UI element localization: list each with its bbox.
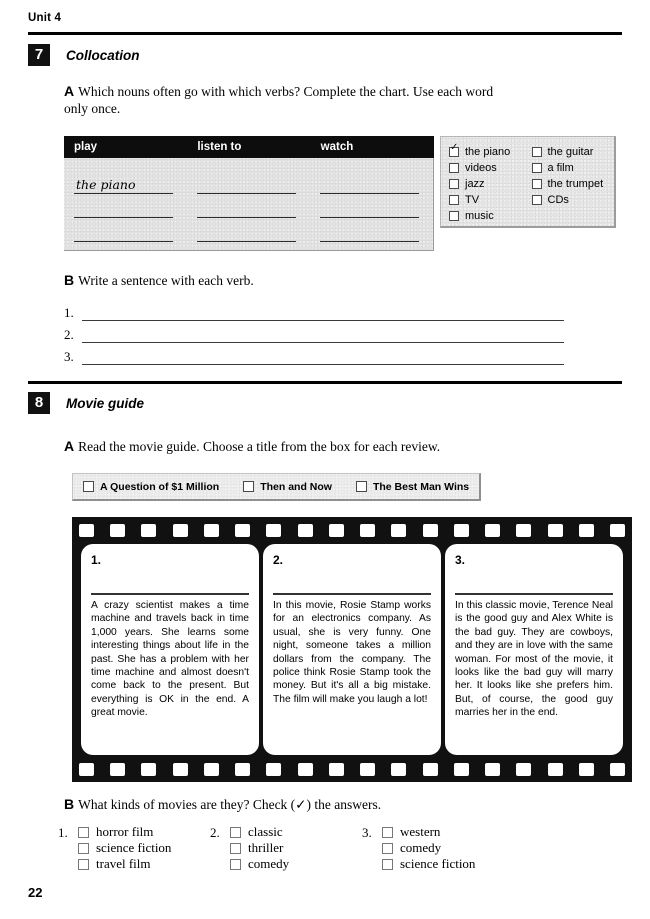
sprocket-hole-icon [173,763,188,776]
section-divider [28,381,622,384]
film-strip [72,517,632,782]
checkbox-icon[interactable] [83,481,94,492]
sprocket-hole-icon [360,763,375,776]
group-number: 2. [210,825,220,840]
review-frame-3 [445,544,623,755]
movie-type-label: travel film [96,856,151,871]
word-option-label: the guitar [547,146,594,158]
sprocket-hole-icon [79,763,94,776]
part-a-letter: A [64,83,75,99]
part-b-letter: B [64,272,75,288]
sprocket-hole-icon [516,763,531,776]
film-sprockets-bottom [72,757,632,781]
collocation-chart [64,136,434,251]
movie-type-option[interactable] [78,824,171,840]
word-option[interactable] [449,208,532,224]
chart-answer-line[interactable] [74,202,173,218]
page-number: 22 [28,885,43,900]
sprocket-hole-icon [329,524,344,537]
checkbox-icon[interactable] [449,211,459,221]
movie-type-option[interactable] [382,824,475,840]
review-frame-1 [81,544,259,755]
chart-header-row [64,136,434,158]
sprocket-hole-icon [579,763,594,776]
movie-type-option[interactable] [230,824,289,840]
sprocket-hole-icon [610,763,625,776]
word-option[interactable] [449,160,532,176]
chart-cell[interactable] [64,202,187,218]
exercise-7-part-b [64,272,494,289]
checkbox-icon[interactable] [356,481,367,492]
sentence-line-2[interactable] [64,327,564,343]
checkbox-icon[interactable] [230,843,241,854]
sprocket-hole-icon [235,524,250,537]
sprocket-hole-icon [110,763,125,776]
sprocket-hole-icon [391,763,406,776]
movie-type-label: classic [248,824,283,839]
movie-type-label: comedy [400,840,442,855]
exercise-7-number: 7 [28,44,50,66]
word-bank-box [440,136,616,228]
movie-type-option[interactable] [230,856,289,872]
chart-cell[interactable] [310,202,433,218]
review-number: 1. [91,553,102,567]
word-option-label: jazz [465,178,485,190]
chart-row [64,170,433,194]
checkbox-icon[interactable] [449,195,459,205]
chart-row [64,218,433,242]
sprocket-hole-icon [516,524,531,537]
chart-answer-line[interactable] [74,226,173,242]
sentence-line-3[interactable] [64,349,564,365]
header-divider [28,32,622,35]
film-sprockets-top [72,518,632,542]
sprocket-hole-icon [298,524,313,537]
checkbox-icon[interactable] [532,163,542,173]
sprocket-hole-icon [204,763,219,776]
review-text: In this classic movie, Terence Neal is the good guy and Alex White is the bad guy. They are cowboys, and they are in love with the same woman. For most of the movie, it looks like the bad guy will marry her. It looks like she prefers him. But, of course, the good guy marries her in the end. [455,600,613,719]
title-option[interactable] [356,481,469,493]
chart-column-play: play [74,141,98,153]
chart-answer-line[interactable] [197,226,296,242]
sprocket-hole-icon [485,524,500,537]
checkbox-icon[interactable] [532,147,542,157]
write-line[interactable] [82,328,564,343]
checkbox-icon[interactable] [449,147,459,157]
review-number: 3. [455,553,466,567]
chart-answer-line[interactable] [320,178,419,194]
sprocket-hole-icon [141,524,156,537]
chart-cell[interactable] [64,178,187,194]
checkbox-icon[interactable] [382,843,393,854]
chart-body [64,158,434,251]
sprocket-hole-icon [610,524,625,537]
checkbox-icon[interactable] [449,163,459,173]
word-option[interactable] [449,176,532,192]
title-option-label: Then and Now [260,480,332,493]
group-options [230,824,289,872]
line-number: 3. [64,349,74,364]
review-title-line[interactable] [273,593,431,595]
part-a-instruction: Read the movie guide. Choose a title from the box for each review. [78,439,441,454]
sprocket-hole-icon [173,524,188,537]
checkbox-icon[interactable] [243,481,254,492]
word-option[interactable] [532,160,615,176]
sprocket-hole-icon [141,763,156,776]
chart-cell[interactable] [64,226,187,242]
word-option-label: the trumpet [547,178,604,190]
part-b-letter: B [64,796,75,812]
sprocket-hole-icon [423,763,438,776]
chart-cell[interactable] [310,226,433,242]
sprocket-hole-icon [235,763,250,776]
chart-cell[interactable] [187,226,310,242]
group-options [382,824,475,872]
sprocket-hole-icon [454,524,469,537]
chart-column-watch: watch [320,141,354,153]
exercise-8-title: Movie guide [66,396,145,411]
line-number: 1. [64,305,74,320]
exercise-7-part-a [64,83,494,117]
chart-cell[interactable] [310,178,433,194]
movie-type-label: western [400,824,441,839]
movie-type-option[interactable] [382,840,475,856]
chart-row [64,194,433,218]
checkbox-icon[interactable] [230,827,241,838]
group-options [78,824,171,872]
sprocket-hole-icon [266,763,281,776]
checkbox-icon[interactable] [449,179,459,189]
title-option-label: The Best Man Wins [372,480,470,493]
checkbox-icon[interactable] [382,827,393,838]
word-option-label: TV [465,194,480,206]
sprocket-hole-icon [298,763,313,776]
part-b-instruction: Write a sentence with each verb. [78,273,254,288]
movie-type-label: comedy [248,856,290,871]
word-bank-column-right [532,144,615,226]
group-number: 1. [58,825,68,840]
word-option[interactable] [532,176,615,192]
title-option[interactable] [243,481,332,493]
word-option-label: videos [465,162,497,174]
review-number: 2. [273,553,284,567]
word-option-label: CDs [547,194,569,206]
movie-type-group-1 [58,824,210,872]
movie-type-checklists [58,824,598,872]
checkbox-icon[interactable] [78,843,89,854]
word-option-label: the piano [465,146,511,158]
title-option[interactable] [83,481,219,493]
chart-answer-line[interactable] [320,202,419,218]
group-number: 3. [362,825,372,840]
movie-type-option[interactable] [382,856,475,872]
film-frames [81,544,623,755]
exercise-8-part-b [64,796,564,813]
sprocket-hole-icon [391,524,406,537]
unit-label: Unit 4 [28,12,62,24]
chart-cell[interactable] [187,178,310,194]
checkbox-icon[interactable] [230,859,241,870]
movie-type-option[interactable] [78,856,171,872]
sentence-line-1[interactable] [64,305,564,321]
chart-column-listen-to: listen to [197,141,242,153]
movie-type-group-2 [210,824,362,872]
write-line[interactable] [82,306,564,321]
word-option[interactable] [532,192,615,208]
chart-answer-text: the piano [76,177,136,192]
movie-type-label: horror film [96,824,154,839]
part-a-letter: A [64,438,75,454]
checkbox-icon[interactable] [532,179,542,189]
sprocket-hole-icon [360,524,375,537]
movie-type-group-3 [362,824,475,872]
title-options-box [72,473,481,501]
exercise-7-title: Collocation [66,48,140,63]
review-frame-2 [263,544,441,755]
line-number: 2. [64,327,74,342]
sprocket-hole-icon [204,524,219,537]
sprocket-hole-icon [266,524,281,537]
review-text: In this movie, Rosie Stamp works for an electronics company. As usual, she is very funny. One night, someone takes a million dollars from the company. The police think Rosie Stamp took the money. But it's all a big mistake. The film will make you laugh a lot! [273,600,431,705]
review-text: A crazy scientist makes a time machine and travels back in time 1,000 years. She learns some interesting things about life in the past. She has a problem with her time machine and almost doesn't come back to the present. But everything is OK in the end. A great movie. [91,600,249,719]
chart-answer-line[interactable] [74,178,173,194]
movie-type-option[interactable] [230,840,289,856]
exercise-8-part-a [64,438,564,455]
review-title-line[interactable] [455,593,613,595]
title-option-label: A Question of $1 Million [100,480,220,493]
word-option[interactable] [532,144,615,160]
checkbox-icon[interactable] [78,859,89,870]
sprocket-hole-icon [79,524,94,537]
exercise-8-number: 8 [28,392,50,414]
sprocket-hole-icon [548,524,563,537]
movie-type-label: science fiction [400,856,476,871]
chart-answer-line[interactable] [320,226,419,242]
chart-answer-line[interactable] [197,178,296,194]
word-option[interactable] [449,144,532,160]
sprocket-hole-icon [329,763,344,776]
sprocket-hole-icon [579,524,594,537]
chart-cell[interactable] [187,202,310,218]
word-option-label: a film [547,162,574,174]
chart-answer-line[interactable] [197,202,296,218]
movie-type-option[interactable] [78,840,171,856]
checkbox-icon[interactable] [78,827,89,838]
movie-type-label: science fiction [96,840,172,855]
part-a-instruction: Which nouns often go with which verbs? Complete the chart. Use each word only once. [64,84,494,116]
sprocket-hole-icon [454,763,469,776]
sprocket-hole-icon [548,763,563,776]
word-bank-column-left [449,144,532,226]
review-title-line[interactable] [91,593,249,595]
sprocket-hole-icon [485,763,500,776]
word-option[interactable] [449,192,532,208]
part-b-instruction: What kinds of movies are they? Check (✓) the answers. [78,797,382,812]
checkbox-icon[interactable] [532,195,542,205]
word-option-label: music [465,210,494,222]
sprocket-hole-icon [110,524,125,537]
movie-type-label: thriller [248,840,284,855]
write-line[interactable] [82,350,564,365]
sprocket-hole-icon [423,524,438,537]
checkbox-icon[interactable] [382,859,393,870]
